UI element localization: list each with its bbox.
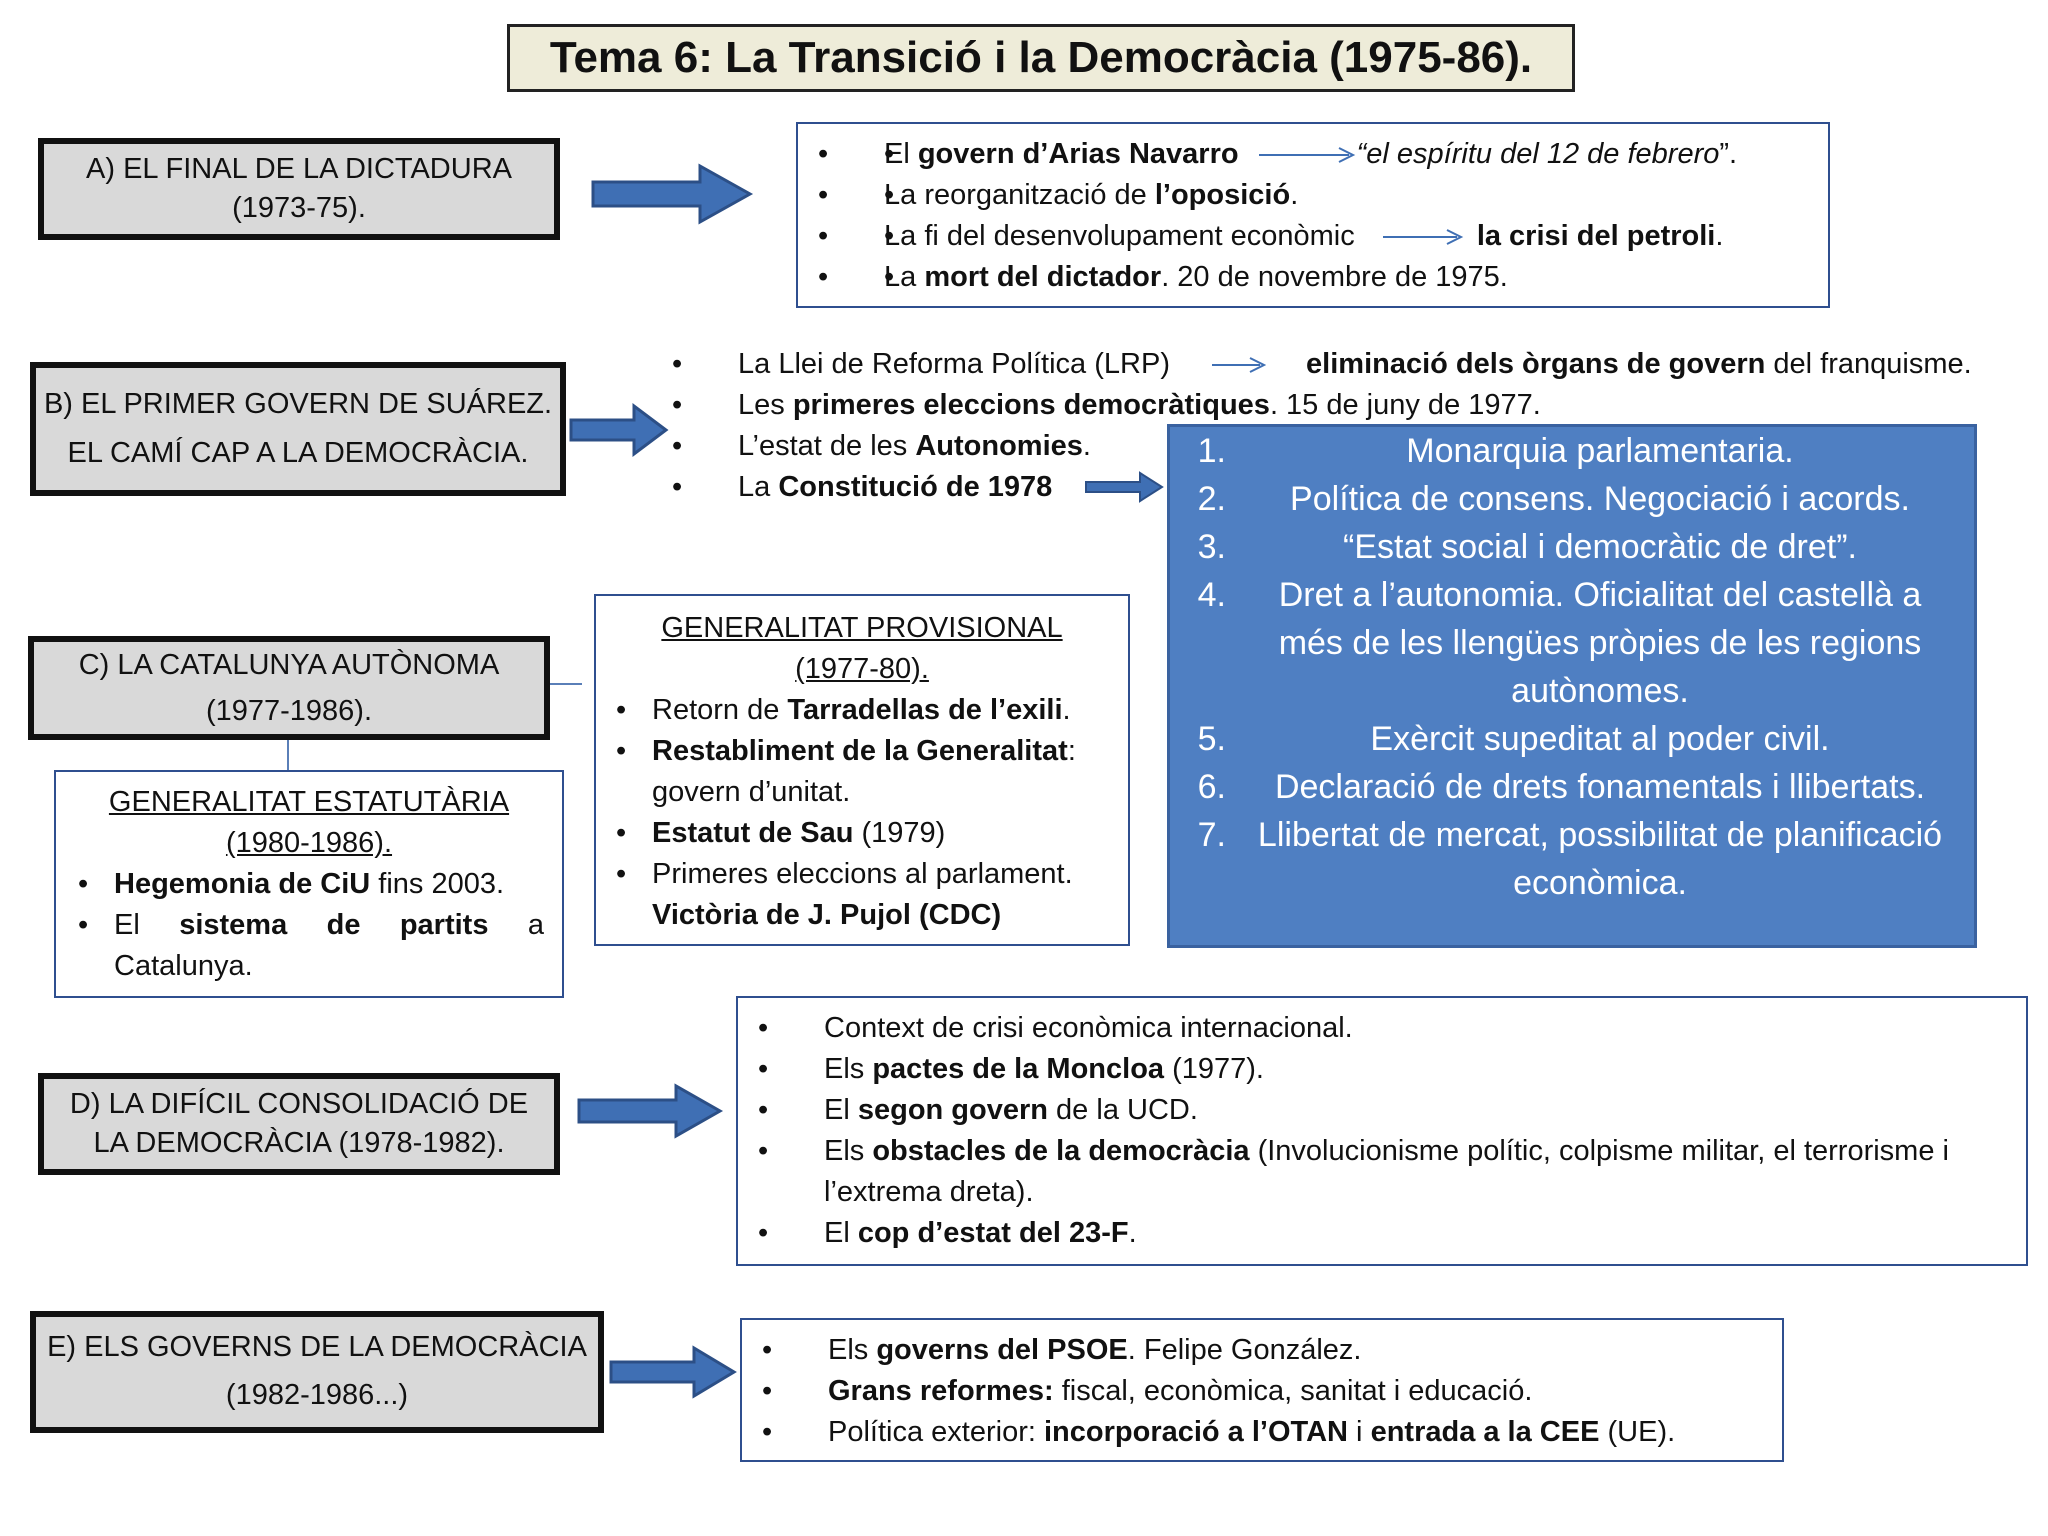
small-arrow-icon — [1257, 145, 1357, 165]
list-item: • L’estat de les Autonomies. — [672, 430, 1091, 462]
generalitat-estatutaria-box — [54, 770, 564, 998]
constitution-item: 1. Monarquia parlamentaria. — [1197, 432, 1794, 470]
list-item: • Grans reformes: fiscal, econòmica, sanitat i educació. — [762, 1375, 1533, 1407]
constitution-item: 5. Exèrcit supeditat al poder civil. — [1197, 720, 1830, 758]
list-item: • El cop d’estat del 23-F. — [758, 1217, 1137, 1249]
list-item: • • La fi del desenvolupament econòmic la crisi del petroli. — [798, 216, 1828, 257]
list-item: • • El govern d’Arias Navarro “el espíritu del 12 de febrero”. — [798, 134, 1828, 175]
section-e-line2: (1982-1986...) — [225, 1379, 409, 1411]
list-item: • Estatut de Sau (1979) — [616, 817, 946, 849]
list-item: • Els governs del PSOE. Felipe González. — [762, 1334, 1362, 1366]
list-item: • Restabliment de la Generalitat: govern d’unitat. — [616, 735, 1076, 808]
gen-est-dates: (1980-1986). — [225, 827, 393, 859]
list-item: • La Constitució de 1978 — [672, 471, 1053, 503]
list-item: • Hegemonia de CiU fins 2003. — [78, 868, 505, 900]
list-item: • Context de crisi econòmica internacional. — [758, 1012, 1353, 1044]
constitution-box — [1167, 424, 1977, 948]
gen-est-heading: GENERALITAT ESTATUTÀRIA — [108, 786, 510, 818]
list-item: • El segon govern de la UCD. — [758, 1094, 1198, 1126]
list-item: • El sistema de partits a Catalunya. — [78, 909, 544, 982]
section-b-line1: B) EL PRIMER GOVERN DE SUÁREZ. — [43, 387, 553, 420]
section-c-line1: C) LA CATALUNYA AUTÒNOMA — [78, 648, 500, 681]
list-item: • Primeres eleccions al parlament. Victòria de J. Pujol (CDC) — [616, 858, 1073, 931]
small-arrow-icon — [1381, 227, 1465, 247]
generalitat-provisional-box — [594, 594, 1130, 946]
box-e — [740, 1318, 1784, 1462]
section-c-line2: (1977-1986). — [205, 695, 373, 727]
box-a — [796, 122, 1830, 308]
constitution-item: 6. Declaració de drets fonamentals i llibertats. — [1197, 768, 1926, 806]
list-item: • • La reorganització de l’oposició. — [798, 175, 1828, 216]
section-b-line2: EL CAMÍ CAP A LA DEMOCRÀCIA. — [67, 437, 529, 469]
small-arrow-icon — [1210, 355, 1266, 375]
list-item: • Retorn de Tarradellas de l’exili. — [616, 694, 1071, 726]
box-d — [736, 996, 2028, 1266]
list-item: • • La mort del dictador. 20 de novembre de 1975. — [798, 257, 1828, 298]
list-item: • Els obstacles de la democràcia (Involucionisme polític, colpisme militar, el terrorisme i l’extrema dreta). — [758, 1135, 1949, 1208]
constitution-item: 3. “Estat social i democràtic de dret”. — [1197, 528, 1857, 566]
section-e-line1: E) ELS GOVERNS DE LA DEMOCRÀCIA — [47, 1331, 587, 1364]
constitution-item: 4. Dret a l’autonomia. Oficialitat del castellà a més de les llengües pròpies de les regions autònomes. — [1197, 576, 1922, 710]
page-title: Tema 6: La Transició i la Democràcia (1975-86). — [507, 24, 1575, 92]
constitution-item: 2. Política de consens. Negociació i acords. — [1197, 480, 1910, 518]
list-item: • Política exterior: incorporació a l’OTAN i entrada a la CEE (UE). — [762, 1416, 1676, 1448]
constitution-item: 7. Llibertat de mercat, possibilitat de planificació econòmica. — [1197, 816, 1943, 902]
list-item: • Els pactes de la Moncloa (1977). — [758, 1053, 1264, 1085]
section-a-line1: A) EL FINAL DE LA DICTADURA — [86, 152, 512, 185]
list-item: • La Llei de Reforma Política (LRP) eliminació dels òrgans de govern del franquisme. — [672, 348, 1972, 380]
section-d-line2: LA DEMOCRÀCIA (1978-1982). — [93, 1127, 505, 1159]
gen-prov-heading: GENERALITAT PROVISIONAL — [661, 612, 1063, 644]
list-item: • Les primeres eleccions democràtiques. 15 de juny de 1977. — [672, 389, 1541, 421]
section-d-line1: D) LA DIFÍCIL CONSOLIDACIÓ DE — [69, 1087, 529, 1120]
gen-prov-dates: (1977-80). — [795, 653, 929, 685]
section-a-line2: (1973-75). — [232, 192, 366, 224]
